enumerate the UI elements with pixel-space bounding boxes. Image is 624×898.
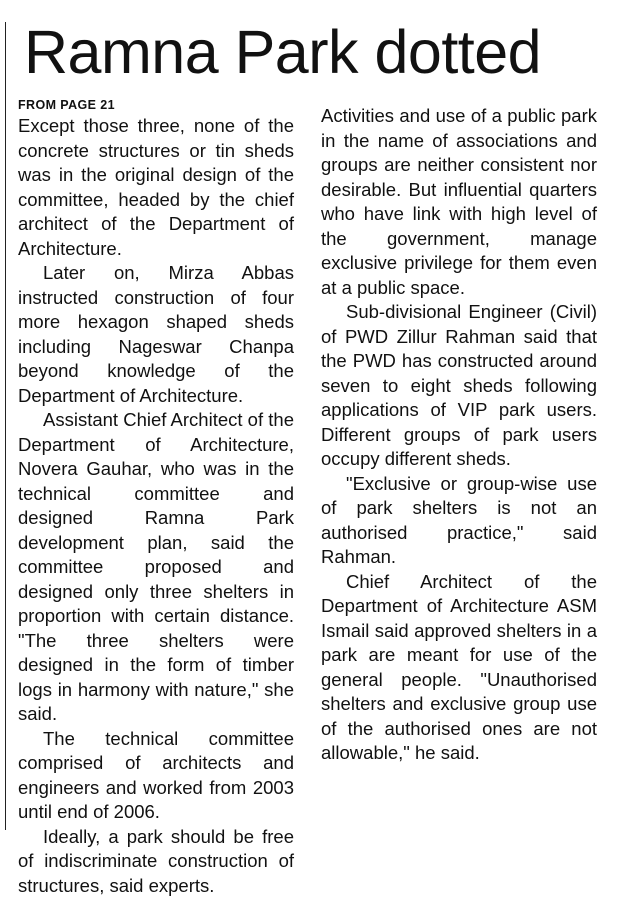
paragraph: Except those three, none of the concrete structures or tin sheds was in the original design of the committee, headed by the chief architect of the Department of Architecture. (18, 114, 294, 261)
paragraph: The technical committee comprised of architects and engineers and worked from 2003 until end of 2006. (18, 727, 294, 825)
paragraph: Sub-divisional Engineer (Civil) of PWD Zillur Rahman said that the PWD has constructed around seven to eight sheds following applications of VIP park users. Different groups of park users occupy different sheds. (321, 300, 597, 472)
paragraph: Ideally, a park should be free of indiscriminate construction of structures, said experts. (18, 825, 294, 898)
paragraph: Activities and use of a public park in the name of associations and groups are neither consistent nor desirable. But influential quarters who have link with high level of the government, manage exclusive privilege for them even at a public space. (321, 104, 597, 300)
article-column-left (18, 98, 294, 898)
paragraph: "Exclusive or group-wise use of park shelters is not an authorised practice," said Rahman. (321, 472, 597, 570)
continuation-label: FROM PAGE 21 (18, 98, 294, 112)
article-column-right (321, 104, 597, 766)
column-rule (5, 22, 6, 830)
paragraph: Assistant Chief Architect of the Department of Architecture, Novera Gauhar, who was in the technical committee and designed Ramna Park development plan, said the committee proposed and designed only three shelters in proportion with certain distance. "The three shelters were designed in the form of timber logs in harmony with nature," she said. (18, 408, 294, 727)
paragraph: Later on, Mirza Abbas instructed construction of four more hexagon shaped sheds including Nageswar Chanpa beyond knowledge of the Department of Architecture. (18, 261, 294, 408)
paragraph: Chief Architect of the Department of Architecture ASM Ismail said approved shelters in a park are meant for use of the general people. "Unauthorised shelters and exclusive group use of the authorised ones are not allowable," he said. (321, 570, 597, 766)
headline: Ramna Park dotted (24, 16, 541, 88)
